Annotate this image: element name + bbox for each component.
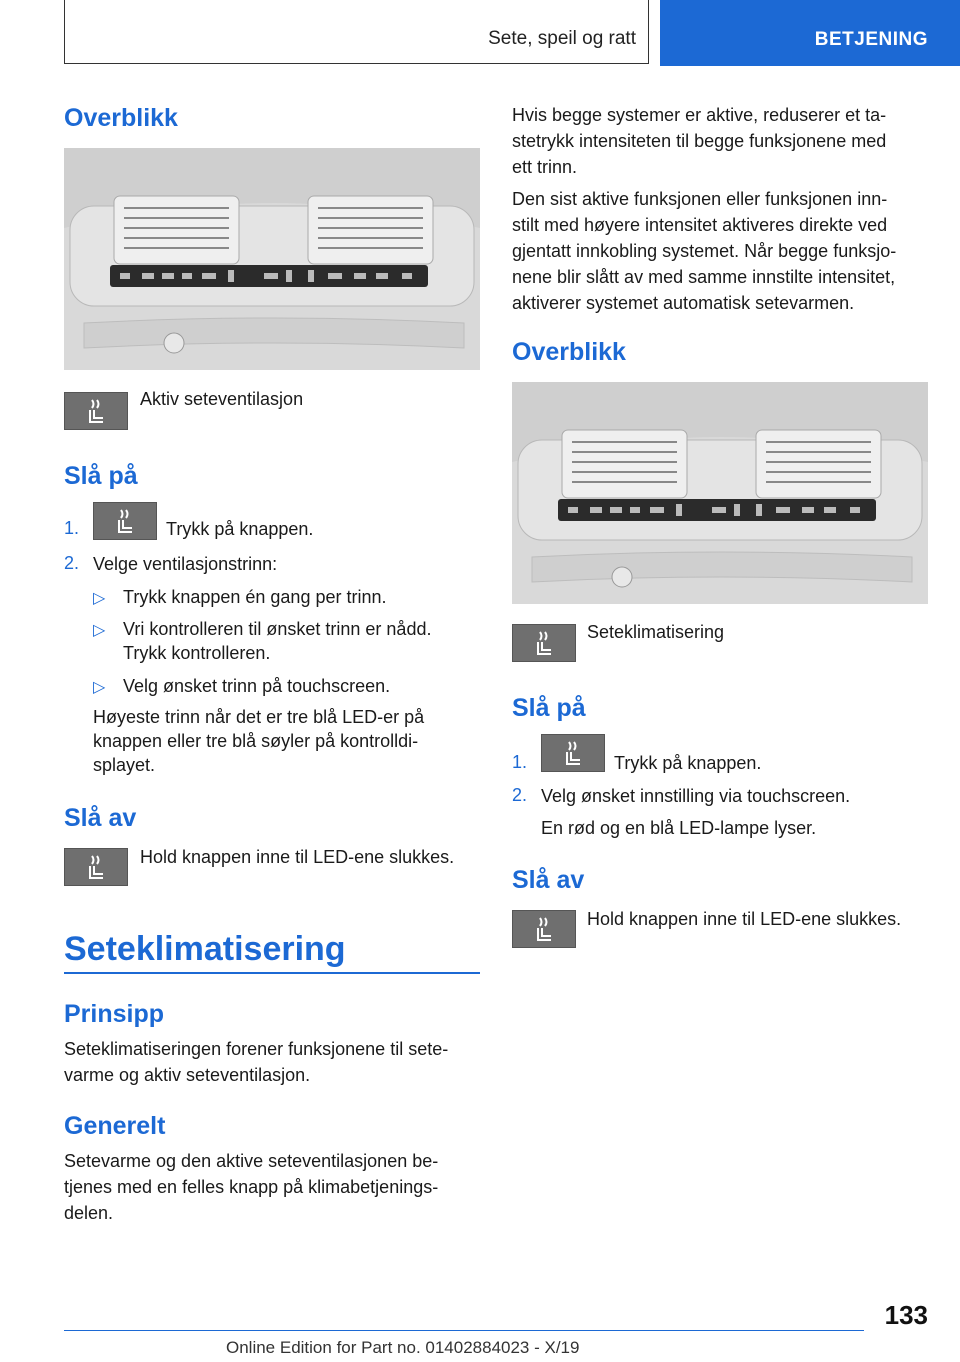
turn-off-heading-left: Slå av bbox=[64, 804, 137, 832]
turn-off-text-left: Hold knappen inne til LED-ene slukkes. bbox=[140, 847, 455, 867]
caption-active-ventilation: Aktiv seteventilasjon bbox=[140, 389, 304, 409]
step-number-2: 2. bbox=[64, 553, 80, 573]
bullet-text: Vri kontrolleren til ønsket trinn er nådd. bbox=[123, 619, 432, 639]
step2-note-right: En rød og en blå LED-lampe lyser. bbox=[541, 818, 817, 838]
chapter-title: Seteklimatisering bbox=[64, 930, 346, 968]
step2-text-left: Velge ventilasjonstrinn: bbox=[93, 554, 278, 574]
bullet-marker: ▷ bbox=[93, 590, 106, 607]
step2-text-right: Velg ønsket innstilling via touchscreen. bbox=[541, 786, 851, 806]
principle-heading: Prinsipp bbox=[64, 1000, 165, 1028]
header-chapter-tab: BETJENING bbox=[660, 0, 960, 66]
intro1-line: ett trinn. bbox=[512, 157, 578, 177]
intro1-line: Hvis begge systemer er aktive, reduserer et ta- bbox=[512, 105, 887, 125]
page-number: 133 bbox=[884, 1300, 928, 1330]
intro2-line: gjentatt innkobling systemet. Når begge funksjo- bbox=[512, 241, 897, 261]
overview-heading-right: Overblikk bbox=[512, 338, 626, 366]
seat-ventilation-icon bbox=[93, 502, 157, 540]
seat-ventilation-icon bbox=[64, 848, 128, 886]
intro2-line: Den sist aktive funksjonen eller funksjonen inn- bbox=[512, 189, 888, 209]
general-line: tjenes med en felles knapp på klimabetjenings- bbox=[64, 1177, 439, 1197]
overview-heading-left: Overblikk bbox=[64, 104, 178, 132]
general-line: delen. bbox=[64, 1203, 114, 1223]
intro2-line: stilt med høyere intensitet aktiveres direkte ved bbox=[512, 215, 888, 235]
bullet-text: Trykk knappen én gang per trinn. bbox=[123, 587, 387, 607]
note-line: Høyeste trinn når det er tre blå LED-er på bbox=[93, 707, 425, 727]
turn-on-heading-left: Slå på bbox=[64, 462, 138, 490]
general-line: Setevarme og den aktive seteventilasjonen be- bbox=[64, 1151, 439, 1171]
bullet-marker: ▷ bbox=[93, 622, 106, 639]
seat-climate-icon bbox=[541, 734, 605, 772]
principle-line: Seteklimatiseringen forener funksjonene til sete- bbox=[64, 1039, 449, 1059]
bullet-text: Velg ønsket trinn på touchscreen. bbox=[123, 676, 391, 696]
step1-text-left: Trykk på knappen. bbox=[166, 519, 314, 539]
intro2-line: aktiverer systemet automatisk setevarmen. bbox=[512, 293, 855, 313]
intro1-line: stetrykk intensiteten til begge funksjonene med bbox=[512, 131, 887, 151]
note-line: splayet. bbox=[93, 755, 156, 775]
turn-off-heading-right: Slå av bbox=[512, 866, 585, 894]
footer-edition: Online Edition for Part no. 01402884023 - X/19 bbox=[226, 1338, 580, 1357]
seat-climate-icon bbox=[512, 910, 576, 948]
header-section-title: Sete, speil og ratt bbox=[488, 28, 636, 49]
turn-on-heading-right: Slå på bbox=[512, 694, 586, 722]
bullet-marker: ▷ bbox=[93, 679, 106, 696]
chapter-title-rule bbox=[64, 972, 480, 974]
caption-seat-climate: Seteklimatisering bbox=[587, 622, 725, 642]
seat-ventilation-icon bbox=[64, 392, 128, 430]
step-number-1: 1. bbox=[64, 518, 80, 538]
note-line: knappen eller tre blå søyler på kontrolldi- bbox=[93, 731, 419, 751]
footer-rule bbox=[64, 1330, 864, 1331]
step-number-2: 2. bbox=[512, 785, 528, 805]
general-heading: Generelt bbox=[64, 1112, 166, 1140]
climate-panel-photo-right bbox=[512, 382, 928, 604]
seat-climate-icon bbox=[512, 624, 576, 662]
intro2-line: nene blir slått av med samme innstilte intensitet, bbox=[512, 267, 896, 287]
principle-line: varme og aktiv seteventilasjon. bbox=[64, 1065, 311, 1085]
step1-text-right: Trykk på knappen. bbox=[614, 753, 762, 773]
step-number-1: 1. bbox=[512, 752, 528, 772]
bullet-text-cont: Trykk kontrolleren. bbox=[123, 643, 271, 663]
climate-panel-photo-left bbox=[64, 148, 480, 370]
turn-off-text-right: Hold knappen inne til LED-ene slukkes. bbox=[587, 909, 902, 929]
